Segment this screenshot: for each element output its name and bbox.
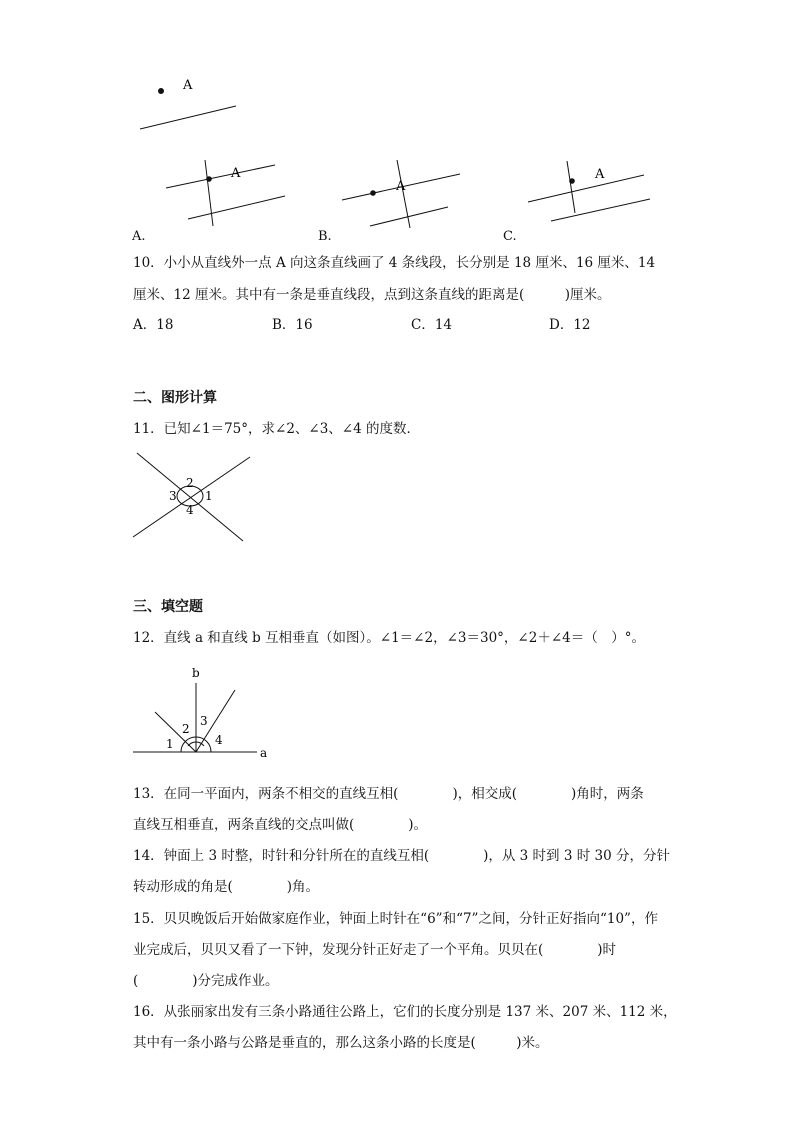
q10-text-line2: 厘米、12 厘米。其中有一条是垂直线段，点到这条直线的距离是( )厘米。 — [133, 287, 611, 303]
q12-angle-1: 1 — [166, 737, 174, 751]
q12-label-b: b — [192, 666, 200, 680]
section-2-heading: 二、图形计算 — [133, 390, 217, 406]
q12-angle-4: 4 — [215, 733, 223, 747]
q10-option-c[interactable]: C．14 — [411, 317, 453, 333]
q12-label-a: a — [260, 746, 268, 760]
q11-angle-3: 3 — [169, 489, 177, 503]
section-3-heading: 三、填空题 — [133, 599, 203, 615]
q11-angle-1: 1 — [205, 489, 213, 503]
q13-text-line1: 13．在同一平面内，两条不相交的直线互相( )，相交成( )角时，两条 — [133, 786, 644, 802]
figure-a-point-label: A — [231, 166, 241, 181]
q15-text-line2: 业完成后，贝贝又看了一下钟，发现分针正好走了一个平角。贝贝在( )时 — [133, 942, 617, 958]
q10-text-line1: 10．小小从直线外一点 A 向这条直线画了 4 条线段，长分别是 18 厘米、16 厘米、14 — [133, 255, 656, 271]
q15-text-line1: 15．贝贝晚饭后开始做家庭作业，钟面上时针在“6”和“7”之间，分针正好指向“10”，作 — [133, 911, 658, 927]
figure-b-point-label: A — [396, 179, 406, 194]
q12-text: 12．直线 a 和直线 b 互相垂直（如图）。∠1＝∠2，∠3＝30°，∠2＋∠4＝（ ）°。 — [133, 630, 645, 646]
q10-option-d[interactable]: D．12 — [549, 317, 591, 333]
option-c-letter[interactable]: C. — [503, 229, 517, 244]
point-a-label: A — [183, 78, 193, 93]
q11-angle-2: 2 — [186, 476, 194, 490]
q12-angle-3: 3 — [200, 714, 208, 728]
q14-text-line2: 转动形成的角是( )角。 — [133, 879, 320, 895]
q16-text-line2: 其中有一条小路与公路是垂直的，那么这条小路的长度是( )米。 — [133, 1035, 549, 1051]
q11-angle-4: 4 — [186, 503, 194, 517]
q12-angle-2: 2 — [182, 722, 190, 736]
q16-text-line1: 16．从张丽家出发有三条小路通往公路上，它们的长度分别是 137 米、207 米、112 米， — [133, 1004, 677, 1020]
q13-text-line2: 直线互相垂直，两条直线的交点叫做( )。 — [133, 817, 428, 833]
option-a-letter[interactable]: A. — [132, 229, 146, 244]
option-b-letter[interactable]: B. — [318, 229, 332, 244]
q10-option-a[interactable]: A．18 — [133, 317, 174, 333]
q10-option-b[interactable]: B．16 — [272, 317, 313, 333]
q14-text-line1: 14．钟面上 3 时整，时针和分针所在的直线互相( )，从 3 时到 3 时 30 分，分针 — [133, 848, 670, 864]
q11-text: 11．已知∠1＝75°，求∠2、∠3、∠4 的度数． — [133, 421, 420, 437]
figure-c-point-label: A — [595, 167, 605, 182]
q15-text-line3: ( )分完成作业。 — [133, 973, 279, 989]
